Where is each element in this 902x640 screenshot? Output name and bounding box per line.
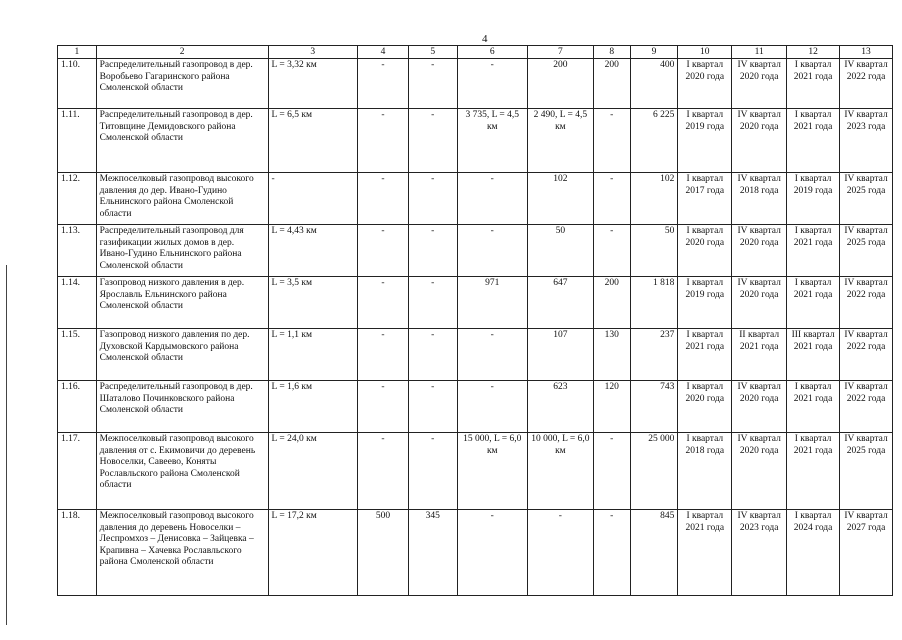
col9-total: 845	[630, 510, 678, 596]
column-header: 9	[630, 46, 678, 59]
column-header: 11	[732, 46, 787, 59]
column-header: 6	[457, 46, 527, 59]
pipeline-length: L = 17,2 км	[268, 510, 358, 596]
pipeline-length: L = 3,5 км	[268, 277, 358, 329]
object-name: Межпоселковый газопровод высокого давления от с. Екимовичи до деревень Новоселки, Савеево, Коняты Рославльского района Смоленской области	[96, 433, 268, 510]
col13-period: IV квартал 2025 года	[840, 173, 893, 225]
col11-period: IV квартал 2020 года	[732, 225, 787, 277]
table-row	[58, 225, 893, 277]
object-name: Распределительный газопровод для газификации жилых домов в дер. Ивано-Гудино Ельнинского района Смоленской области	[96, 225, 268, 277]
row-number: 1.18.	[58, 510, 97, 596]
col13-period: IV квартал 2022 года	[840, 277, 893, 329]
row-number: 1.16.	[58, 381, 97, 433]
col9-total: 743	[630, 381, 678, 433]
col9-total: 102	[630, 173, 678, 225]
col9-total: 25 000	[630, 433, 678, 510]
col12-period: I квартал 2024 года	[787, 510, 840, 596]
table-row	[58, 381, 893, 433]
column-header: 4	[358, 46, 409, 59]
col8-value: 130	[593, 329, 630, 381]
col4-value: -	[358, 109, 409, 173]
col8-value: -	[593, 510, 630, 596]
col6-value: -	[457, 381, 527, 433]
object-name: Распределительный газопровод в дер. Воробьево Гагаринского района Смоленской области	[96, 59, 268, 109]
object-name: Газопровод низкого давления по дер. Духовской Кардымовского района Смоленской области	[96, 329, 268, 381]
row-number: 1.12.	[58, 173, 97, 225]
pipeline-length: -	[268, 173, 358, 225]
page-number: 4	[482, 33, 488, 45]
col12-period: I квартал 2021 года	[787, 109, 840, 173]
col7-value: 623	[527, 381, 593, 433]
col11-period: II квартал 2021 года	[732, 329, 787, 381]
col5-value: -	[408, 329, 457, 381]
col10-period: I квартал 2021 года	[678, 329, 732, 381]
row-number: 1.10.	[58, 59, 97, 109]
col7-value: 107	[527, 329, 593, 381]
col9-total: 237	[630, 329, 678, 381]
col10-period: I квартал 2020 года	[678, 225, 732, 277]
object-name: Межпоселковый газопровод высокого давления до дер. Ивано-Гудино Ельнинского района Смоленской области	[96, 173, 268, 225]
col5-value: 345	[408, 510, 457, 596]
col4-value: -	[358, 59, 409, 109]
col6-value: 971	[457, 277, 527, 329]
pipeline-length: L = 1,1 км	[268, 329, 358, 381]
col11-period: IV квартал 2018 года	[732, 173, 787, 225]
col11-period: IV квартал 2020 года	[732, 277, 787, 329]
col6-value: -	[457, 329, 527, 381]
col7-value: 10 000, L = 6,0 км	[527, 433, 593, 510]
col8-value: 120	[593, 381, 630, 433]
col8-value: -	[593, 433, 630, 510]
col4-value: -	[358, 173, 409, 225]
col13-period: IV квартал 2022 года	[840, 59, 893, 109]
row-number: 1.13.	[58, 225, 97, 277]
col5-value: -	[408, 433, 457, 510]
col10-period: I квартал 2021 года	[678, 510, 732, 596]
col5-value: -	[408, 277, 457, 329]
pipeline-length: L = 24,0 км	[268, 433, 358, 510]
row-number: 1.17.	[58, 433, 97, 510]
col10-period: I квартал 2020 года	[678, 59, 732, 109]
column-header: 7	[527, 46, 593, 59]
col7-value: 102	[527, 173, 593, 225]
col10-period: I квартал 2018 года	[678, 433, 732, 510]
column-header: 8	[593, 46, 630, 59]
table-row	[58, 109, 893, 173]
table-row	[58, 433, 893, 510]
col12-period: I квартал 2021 года	[787, 277, 840, 329]
col6-value: 3 735, L = 4,5 км	[457, 109, 527, 173]
table-row	[58, 173, 893, 225]
col8-value: 200	[593, 277, 630, 329]
col13-period: IV квартал 2025 года	[840, 225, 893, 277]
col7-value: 200	[527, 59, 593, 109]
col6-value: -	[457, 225, 527, 277]
col5-value: -	[408, 109, 457, 173]
col10-period: I квартал 2017 года	[678, 173, 732, 225]
col11-period: IV квартал 2020 года	[732, 59, 787, 109]
col11-period: IV квартал 2020 года	[732, 433, 787, 510]
col10-period: I квартал 2020 года	[678, 381, 732, 433]
col6-value: -	[457, 59, 527, 109]
col8-value: -	[593, 173, 630, 225]
column-header: 13	[840, 46, 893, 59]
column-header: 3	[268, 46, 358, 59]
col9-total: 1 818	[630, 277, 678, 329]
object-name: Распределительный газопровод в дер. Шаталово Починковского района Смоленской области	[96, 381, 268, 433]
column-header: 1	[58, 46, 97, 59]
col4-value: -	[358, 277, 409, 329]
col4-value: -	[358, 381, 409, 433]
pipeline-length: L = 3,32 км	[268, 59, 358, 109]
gas-pipeline-table	[57, 45, 893, 596]
table-row	[58, 510, 893, 596]
col7-value: -	[527, 510, 593, 596]
col4-value: 500	[358, 510, 409, 596]
col10-period: I квартал 2019 года	[678, 277, 732, 329]
col4-value: -	[358, 433, 409, 510]
col9-total: 400	[630, 59, 678, 109]
col5-value: -	[408, 381, 457, 433]
column-number-row	[58, 46, 893, 59]
table-row	[58, 277, 893, 329]
col13-period: IV квартал 2023 года	[840, 109, 893, 173]
col8-value: -	[593, 225, 630, 277]
object-name: Газопровод низкого давления в дер. Ярославль Ельнинского района Смоленской области	[96, 277, 268, 329]
col6-value: -	[457, 173, 527, 225]
pipeline-length: L = 1,6 км	[268, 381, 358, 433]
col4-value: -	[358, 225, 409, 277]
col7-value: 647	[527, 277, 593, 329]
col12-period: I квартал 2021 года	[787, 381, 840, 433]
col11-period: IV квартал 2023 года	[732, 510, 787, 596]
col7-value: 2 490, L = 4,5 км	[527, 109, 593, 173]
col12-period: III квартал 2021 года	[787, 329, 840, 381]
object-name: Межпоселковый газопровод высокого давления до деревень Новоселки – Леспромхоз – Денисовка – Зайцевка – Крапивна – Хачевка Рославльского района Смоленской области	[96, 510, 268, 596]
col12-period: I квартал 2021 года	[787, 433, 840, 510]
col13-period: IV квартал 2022 года	[840, 329, 893, 381]
left-margin-rule	[6, 265, 7, 625]
col13-period: IV квартал 2025 года	[840, 433, 893, 510]
table-row	[58, 59, 893, 109]
table-row	[58, 329, 893, 381]
col4-value: -	[358, 329, 409, 381]
pipeline-length: L = 4,43 км	[268, 225, 358, 277]
col6-value: -	[457, 510, 527, 596]
col7-value: 50	[527, 225, 593, 277]
column-header: 12	[787, 46, 840, 59]
col5-value: -	[408, 173, 457, 225]
col5-value: -	[408, 225, 457, 277]
col11-period: IV квартал 2020 года	[732, 109, 787, 173]
row-number: 1.15.	[58, 329, 97, 381]
col11-period: IV квартал 2020 года	[732, 381, 787, 433]
col9-total: 6 225	[630, 109, 678, 173]
column-header: 10	[678, 46, 732, 59]
column-header: 5	[408, 46, 457, 59]
col13-period: IV квартал 2027 года	[840, 510, 893, 596]
col6-value: 15 000, L = 6,0 км	[457, 433, 527, 510]
col9-total: 50	[630, 225, 678, 277]
col12-period: I квартал 2019 года	[787, 173, 840, 225]
col13-period: IV квартал 2022 года	[840, 381, 893, 433]
col12-period: I квартал 2021 года	[787, 225, 840, 277]
column-header: 2	[96, 46, 268, 59]
col8-value: 200	[593, 59, 630, 109]
row-number: 1.14.	[58, 277, 97, 329]
pipeline-length: L = 6,5 км	[268, 109, 358, 173]
col10-period: I квартал 2019 года	[678, 109, 732, 173]
col5-value: -	[408, 59, 457, 109]
object-name: Распределительный газопровод в дер. Титовщине Демидовского района Смоленской области	[96, 109, 268, 173]
row-number: 1.11.	[58, 109, 97, 173]
col8-value: -	[593, 109, 630, 173]
col12-period: I квартал 2021 года	[787, 59, 840, 109]
